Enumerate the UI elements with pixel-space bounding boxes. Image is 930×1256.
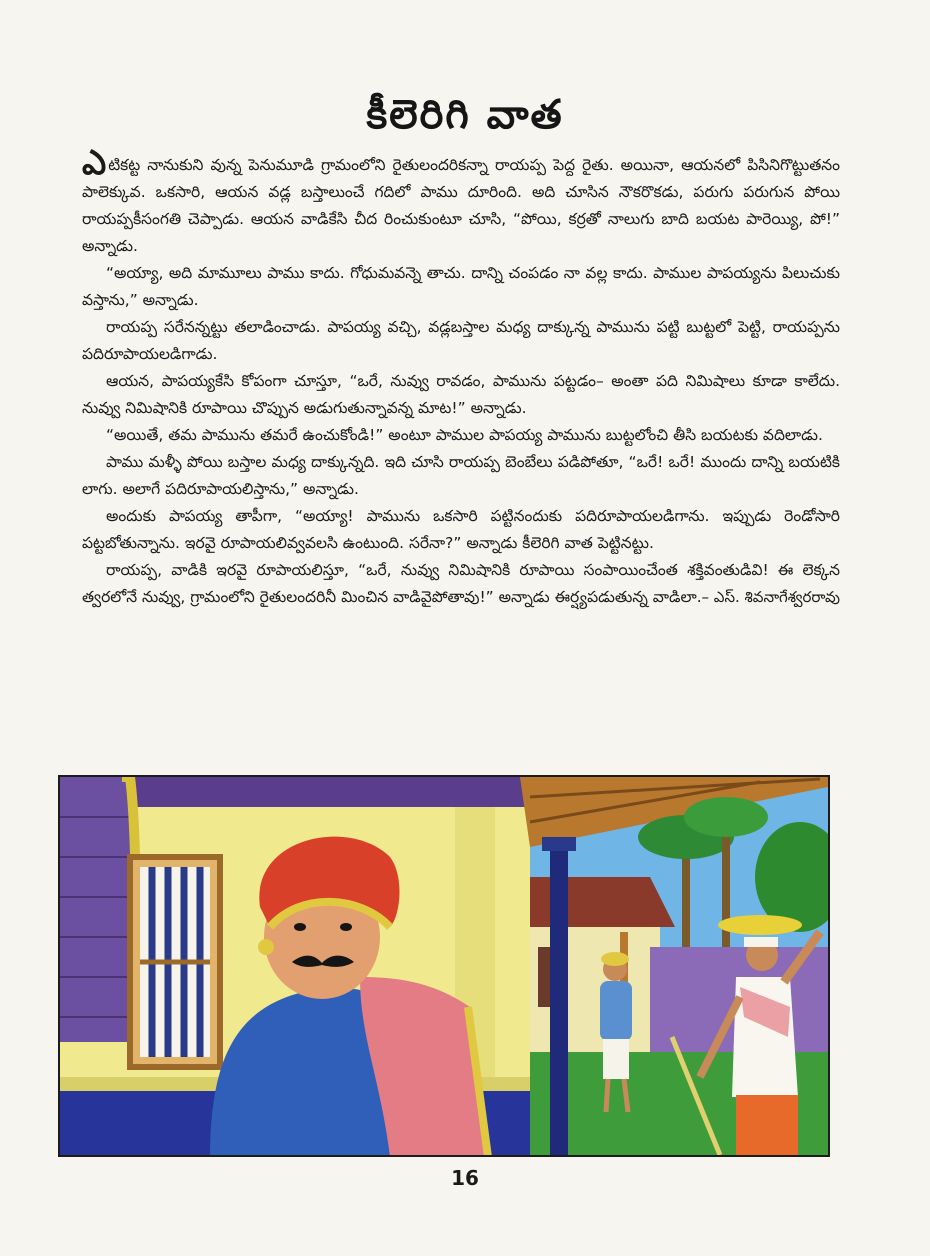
story-paragraph: రాయప్ప సరేనన్నట్టు తలాడించాడు. పాపయ్య వచ్చి, వడ్లబస్తాల మధ్య దాక్కున్న పామును పట్టి బుట్టలో పెట్టి, రాయప్పను పదిరూపాయలడిగాడు. — [82, 318, 840, 363]
story-paragraph: అందుకు పాపయ్య తాపీగా, “అయ్యా! పామును ఒకసారి పట్టినందుకు పదిరూపాయలడిగాను. ఇప్పుడు రెండోసారి పట్టబోతున్నాను. ఇరవై రూపాయలివ్వవలసి ఉంటుంది. సరేనా?” అన్నాడు కీలెరిగి వాత పెట్టినట్టు. — [82, 507, 840, 552]
story-title: కీలెరిగి వాత — [366, 92, 564, 138]
earring — [258, 939, 274, 955]
story-body — [82, 143, 840, 611]
story-paragraph: పాము మళ్ళీ పోయి బస్తాల మధ్య దాక్కున్నది. ఇది చూసి రాయప్ప బెంబేలు పడిపోతూ, “ఒరే! ఒరే! ముందు దాన్ని బయటికి లాగు. అలాగే పదిరూపాయలిస్తాను,” అన్నాడు. — [82, 453, 840, 498]
story-illustration — [58, 775, 830, 1157]
story-paragraph: ఎటికట్ట నానుకుని వున్న పెనుమూడి గ్రామంలోని రైతులందరికన్నా రాయప్ప పెద్ద రైతు. అయినా, ఆయనలో పిసినిగొట్టుతనం పాలెక్కువ. ఒకసారి, ఆయన వడ్ల బస్తాలుంచే గదిలో పాము దూరింది. అది చూసిన నౌకరొకడు, పరుగు పరుగున పోయి రాయప్పకీసంగతి చెప్పాడు. ఆయన వాడికేసి చీద రించుకుంటూ చూసి, “పోయి, కర్రతో నాలుగు బాది బయట పారెయ్యి, పో!” అన్నాడు. — [82, 143, 840, 255]
story-paragraph: రాయప్ప, వాడికి ఇరవై రూపాయలిస్తూ, “ఒరే, నువ్వు నిమిషానికి రూపాయి సంపాయించేంత శక్తివంతుడివి! ఈ లెక్కన త్వరలోనే నువ్వు, గ్రామంలోని రైతులందరినీ మించిన వాడివైపోతావు!” అన్నాడు ఈర్ష్యపడుతున్న వాడిలా. — [82, 561, 840, 606]
story-paragraph: ఆయన, పాపయ్యకేసి కోపంగా చూస్తూ, “ఒరే, నువ్వు రావడం, పామును పట్టడం– అంతా పది నిమిషాలు కూడా కాలేదు. నువ్వు నిమిషానికి రూపాయి చొప్పున అడుగుతున్నావన్న మాట!” అన్నాడు. — [82, 372, 840, 417]
author-credit: – ఎస్. శివనాగేశ్వరరావు — [701, 588, 840, 606]
illustration-scene — [60, 777, 828, 1155]
story-paragraph: “అయితే, తమ పామును తమరే ఉంచుకోండి!” అంటూ పాముల పాపయ్య పామును బుట్టలోంచి తీసి బయటకు వదిలాడు. — [106, 426, 823, 444]
drop-cap: ఎ — [82, 143, 107, 183]
story-paragraph: “అయ్యా, అది మామూలు పాము కాదు. గోధుమవన్నె తాచు. దాన్ని చంపడం నా వల్ల కాదు. పాముల పాపయ్యను పిలుచుకు వస్తాను,” అన్నాడు. — [82, 264, 840, 309]
veranda-pillar — [550, 837, 568, 1155]
page-number: 16 — [451, 1166, 479, 1190]
